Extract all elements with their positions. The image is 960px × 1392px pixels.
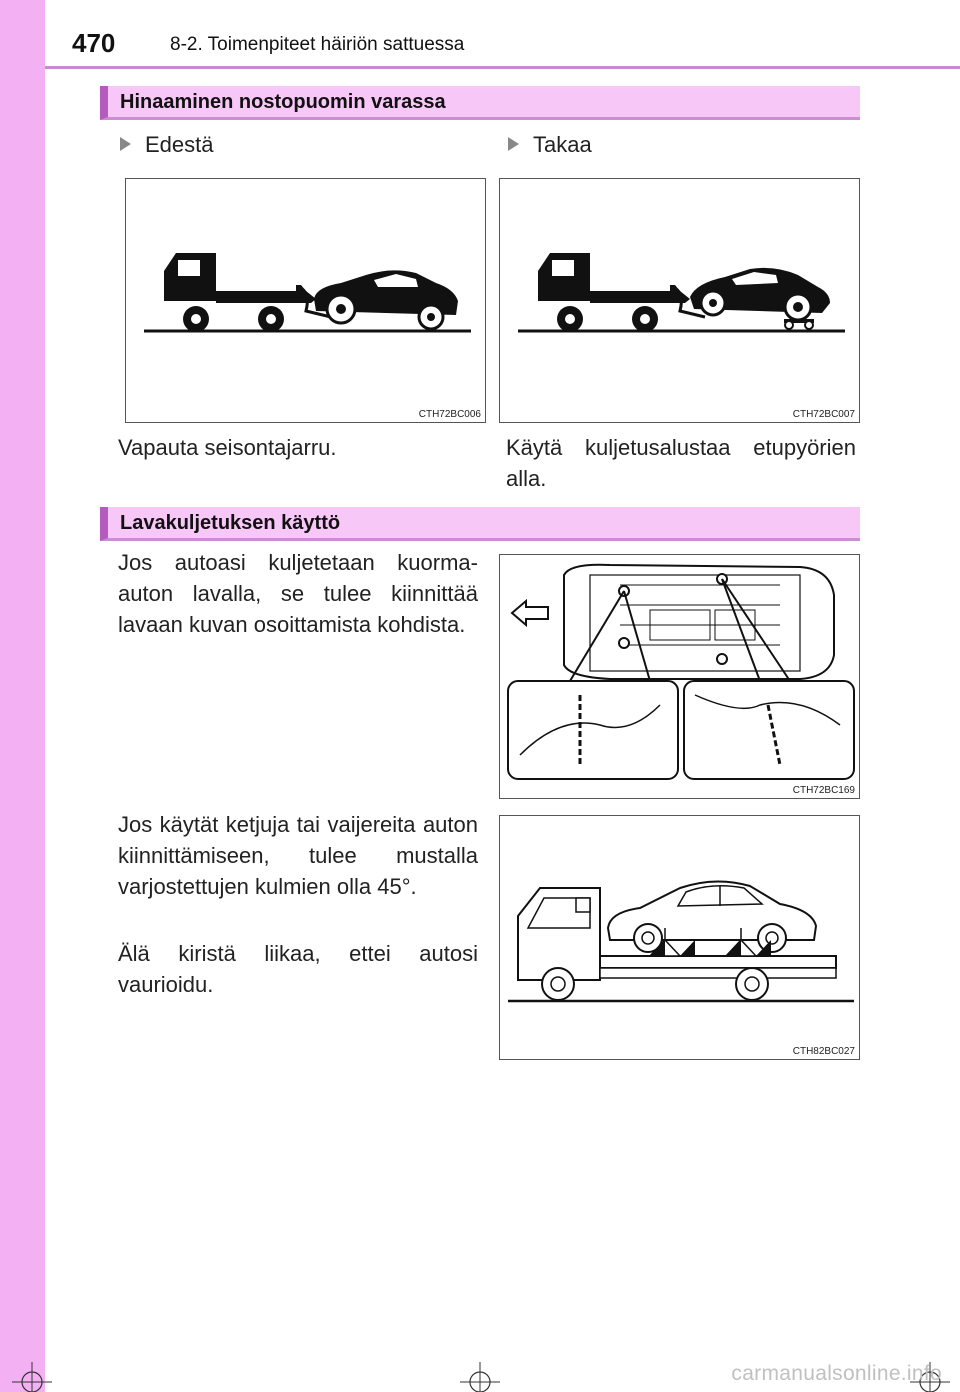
sublabel-text: Edestä xyxy=(145,132,214,157)
registration-mark-icon xyxy=(12,1362,52,1392)
watermark: carmanualsonline.info xyxy=(731,1362,942,1385)
figure-tow-rear xyxy=(499,178,860,423)
registration-mark-icon xyxy=(460,1362,500,1392)
section-heading-towing xyxy=(100,86,860,120)
figure-tow-front xyxy=(125,178,486,423)
sublabel-text: Takaa xyxy=(533,132,592,157)
figure-code: CTH72BC007 xyxy=(792,409,855,420)
sublabel-front xyxy=(120,132,214,158)
section-heading-flatbed xyxy=(100,507,860,541)
side-color-band xyxy=(0,0,45,1392)
page-number: 470 xyxy=(72,28,116,58)
section-title: Lavakuljetuksen käyttö xyxy=(120,512,341,534)
triangle-bullet-icon xyxy=(508,137,519,151)
flatbed-truck-illustration xyxy=(500,816,861,1061)
sublabel-rear xyxy=(508,132,592,158)
figure-code: CTH72BC169 xyxy=(792,785,855,796)
figure-tie-down-points xyxy=(499,554,860,799)
triangle-bullet-icon xyxy=(120,137,131,151)
header-rule xyxy=(45,66,960,69)
caption-rear: Käytä kuljetusalustaa etupyörien alla. xyxy=(506,435,856,491)
paragraph-warning: Älä kiristä liikaa, ettei autosi vaurioidu. xyxy=(118,941,478,997)
tow-truck-rear-illustration xyxy=(500,179,861,424)
caption-front: Vapauta seisontajarru. xyxy=(118,435,337,460)
header-band xyxy=(45,0,960,66)
paragraph-flatbed-intro: Jos autoasi kuljetetaan kuorma-auton lavalla, se tulee kiinnittää lavaan kuvan osoittamista kohdista. xyxy=(118,550,478,637)
tow-truck-front-illustration xyxy=(126,179,487,424)
paragraph-chains: Jos käytät ketjuja tai vaijereita auton kiinnittämiseen, tulee mustalla varjostettujen kulmien olla 45°. xyxy=(118,812,478,899)
figure-code: CTH72BC006 xyxy=(418,409,481,420)
underbody-tie-down-illustration xyxy=(500,555,861,800)
running-head: 8-2. Toimenpiteet häiriön sattuessa xyxy=(170,34,465,55)
figure-code: CTH82BC027 xyxy=(792,1046,855,1057)
figure-flatbed-truck xyxy=(499,815,860,1060)
section-title: Hinaaminen nostopuomin varassa xyxy=(120,91,446,113)
